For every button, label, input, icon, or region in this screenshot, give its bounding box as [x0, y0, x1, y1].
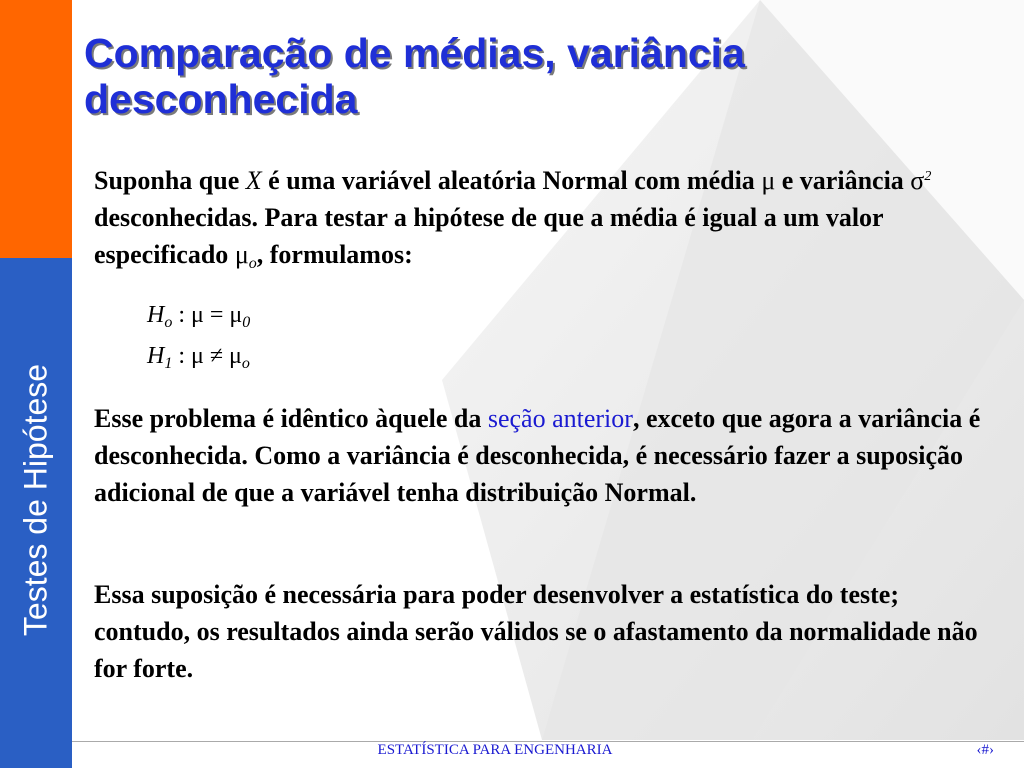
sigma-squared	[910, 166, 931, 195]
hypothesis-alternative	[147, 343, 250, 373]
h0-letter: H	[147, 302, 165, 328]
previous-section-link[interactable]: seção anterior	[487, 404, 633, 433]
sidebar-label: Testes de Hipótese	[17, 363, 54, 637]
slide-title: Comparação de médias, variância desconhecida	[84, 30, 745, 122]
h1-relation: : μ ≠ μ	[172, 343, 242, 369]
paragraph-problem	[94, 400, 994, 511]
intro-text-4: desconhecidas. Para testar a hipótese de que a média é igual a um valor especificado	[94, 203, 884, 269]
paragraph-intro	[94, 158, 994, 282]
intro-text-5: , formulamos:	[256, 240, 413, 269]
h1-letter: H	[147, 343, 165, 369]
variable-x: X	[245, 166, 262, 195]
mu-symbol: μ	[761, 166, 776, 195]
slide-number: ‹#›	[976, 742, 994, 758]
sigma-symbol: σ	[910, 166, 925, 195]
hypothesis-null	[147, 302, 250, 332]
problem-text-2: , exceto que agora a variância é desconhecida. Como a variância é desconhecida, é necessário fazer a suposição adicional de que a variável tenha distribuição Normal.	[94, 404, 981, 507]
sidebar	[0, 0, 72, 768]
h1-mu-subscript: o	[241, 355, 250, 372]
h1-subscript: 1	[164, 355, 173, 372]
h0-subscript: o	[164, 314, 173, 331]
mu0-symbol: μ	[234, 240, 249, 269]
intro-text-2: é uma variável aleatória Normal com média	[268, 166, 755, 195]
sigma-exponent: 2	[924, 169, 932, 184]
h0-mu-subscript: 0	[242, 314, 251, 331]
h0-relation: : μ = μ	[172, 302, 243, 328]
intro-text-3: e variância	[781, 166, 904, 195]
problem-text-1: Esse problema é idêntico àquele da	[94, 404, 482, 433]
mu-zero	[234, 240, 257, 272]
paragraph-assumption: Essa suposição é necessária para poder desenvolver a estatística do teste; contudo, os resultados ainda serão válidos se o afastamento da normalidade não for forte.	[94, 580, 978, 683]
mu0-subscript: o	[248, 255, 257, 272]
footer-title: ESTATÍSTICA PARA ENGENHARIA	[377, 742, 613, 758]
sidebar-orange-block	[0, 0, 72, 258]
intro-text-1: Suponha que	[94, 166, 240, 195]
